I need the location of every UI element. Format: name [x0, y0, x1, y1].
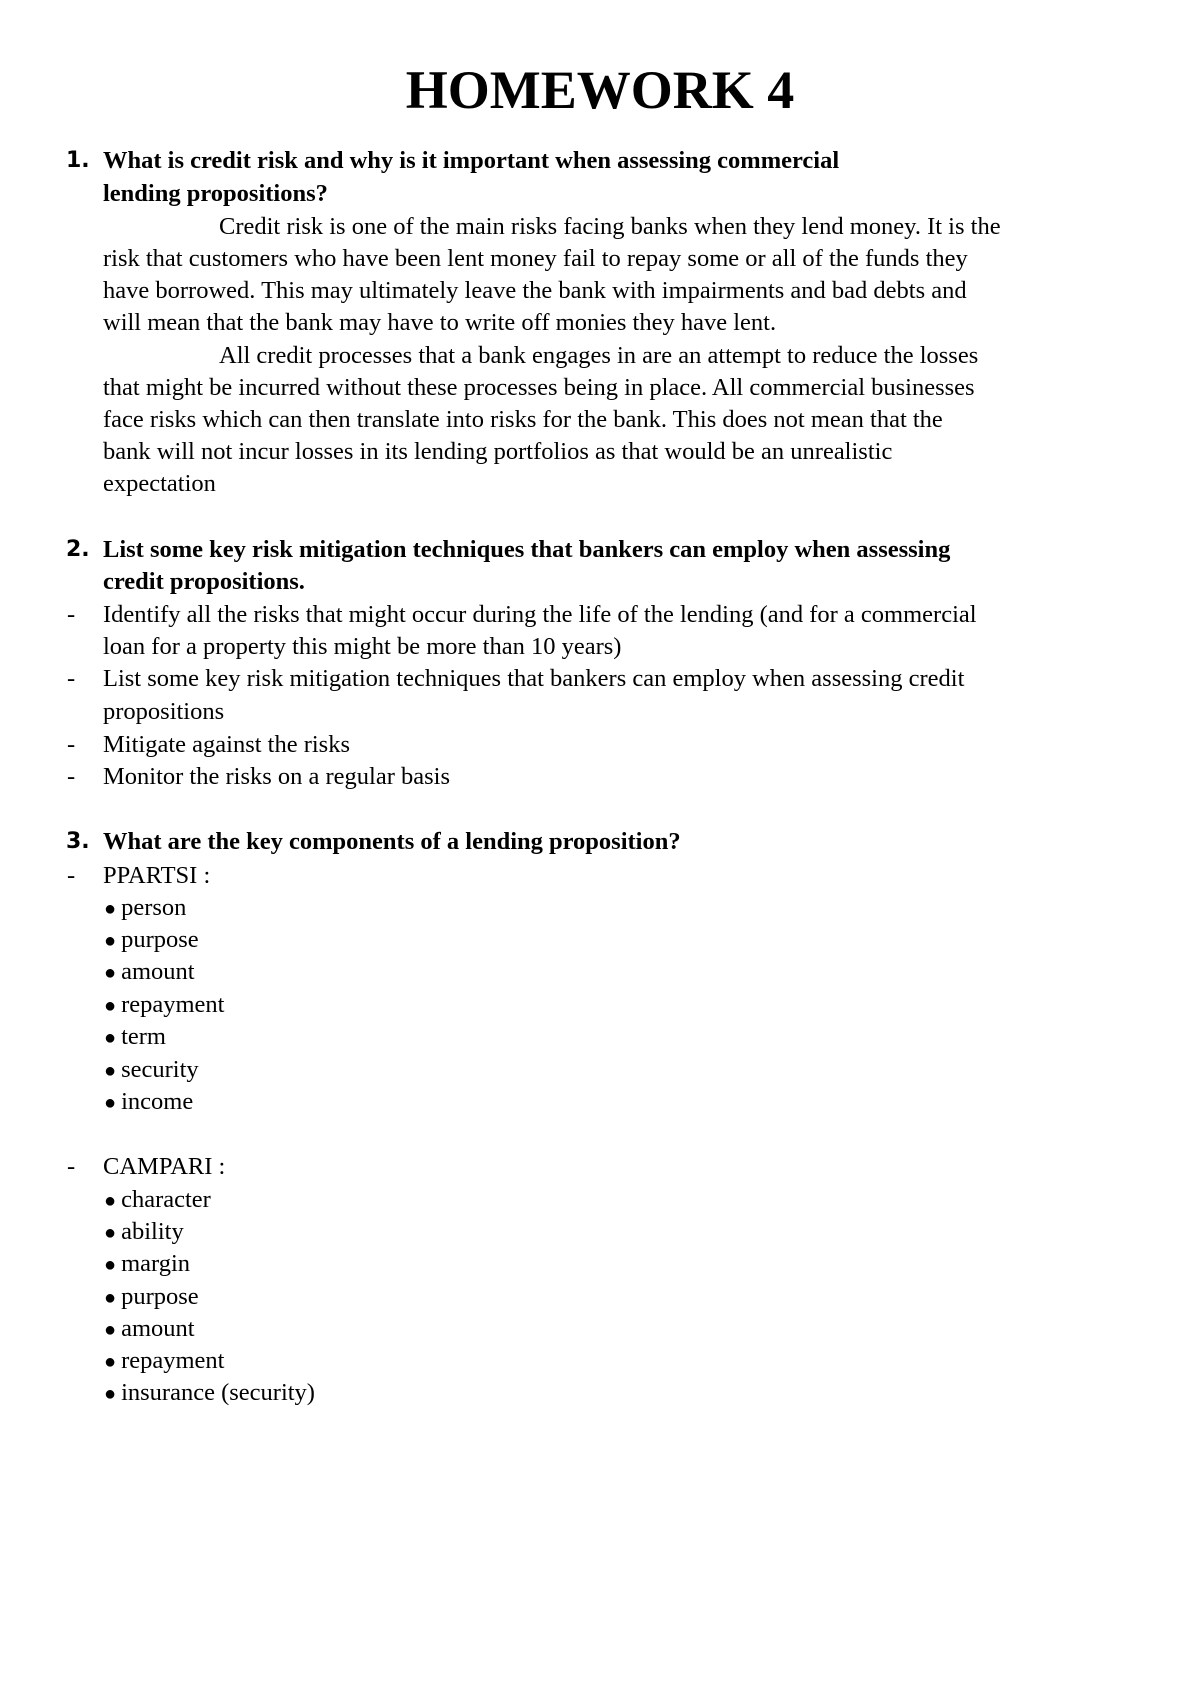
list-item: [104, 1313, 195, 1346]
campari-item: insurance (security): [121, 1379, 315, 1406]
bullet-icon: ●: [104, 1060, 117, 1082]
list-dash: -: [67, 601, 76, 628]
q1-answer-p2-line-1: All credit processes that a bank engages in are an attempt to reduce the losses: [219, 342, 979, 369]
ppartsi-item: income: [121, 1088, 194, 1115]
list-dash: -: [67, 665, 76, 692]
list-dash: -: [67, 1153, 76, 1180]
ppartsi-item: amount: [121, 958, 195, 985]
list-item: [104, 1086, 193, 1119]
list-item: [104, 1377, 315, 1410]
page-title: HOMEWORK 4: [405, 60, 795, 120]
q2-item-3: Mitigate against the risks: [103, 731, 350, 758]
campari-item: repayment: [121, 1347, 225, 1374]
q1-answer-p1-line-2: risk that customers who have been lent money fail to repay some or all of the funds they: [103, 245, 968, 272]
list-item: [104, 989, 225, 1022]
q2-question-line-2: credit propositions.: [103, 568, 305, 595]
q1-number: 1.: [66, 148, 90, 173]
list-item: [104, 956, 195, 989]
q1-answer-p2-line-5: expectation: [103, 470, 216, 497]
bullet-icon: ●: [104, 1319, 117, 1341]
list-item: [104, 924, 199, 957]
q2-item-2-line-1: List some key risk mitigation techniques that bankers can employ when assessing credit: [103, 665, 965, 692]
list-item: [104, 1216, 184, 1249]
campari-item: margin: [121, 1250, 191, 1277]
ppartsi-label: PPARTSI :: [103, 862, 211, 889]
campari-item: ability: [121, 1218, 184, 1245]
q2-item-4: Monitor the risks on a regular basis: [103, 763, 451, 790]
bullet-icon: ●: [104, 1287, 117, 1309]
bullet-icon: ●: [104, 1254, 117, 1276]
list-item: [104, 1248, 190, 1281]
q2-item-1-line-1: Identify all the risks that might occur during the life of the lending (and for a commercial: [103, 601, 977, 628]
list-dash: -: [67, 731, 76, 758]
bullet-icon: ●: [104, 1222, 117, 1244]
list-item: [104, 1021, 166, 1054]
ppartsi-item: purpose: [121, 926, 199, 953]
bullet-icon: ●: [104, 1092, 117, 1114]
campari-item: amount: [121, 1315, 195, 1342]
list-item: [104, 1345, 225, 1378]
ppartsi-item: security: [121, 1056, 199, 1083]
list-dash: -: [67, 763, 76, 790]
bullet-icon: ●: [104, 930, 117, 952]
ppartsi-item: person: [121, 894, 187, 921]
bullet-icon: ●: [104, 1190, 117, 1212]
q1-answer-p2-line-3: face risks which can then translate into risks for the bank. This does not mean that the: [103, 406, 943, 433]
q1-question-line-2: lending propositions?: [103, 180, 328, 207]
q1-question-line-1: What is credit risk and why is it important when assessing commercial: [103, 147, 840, 174]
list-item: [104, 1054, 199, 1087]
q1-answer-p2-line-2: that might be incurred without these processes being in place. All commercial businesses: [103, 374, 975, 401]
bullet-icon: ●: [104, 1383, 117, 1405]
q2-item-2-line-2: propositions: [103, 698, 225, 725]
campari-item: purpose: [121, 1283, 199, 1310]
q2-number: 2.: [66, 537, 90, 562]
bullet-icon: ●: [104, 962, 117, 984]
bullet-icon: ●: [104, 898, 117, 920]
campari-label: CAMPARI :: [103, 1153, 226, 1180]
q1-answer-p1-line-4: will mean that the bank may have to write off monies they have lent.: [103, 309, 777, 336]
q2-item-1-line-2: loan for a property this might be more than 10 years): [103, 633, 622, 660]
list-item: [104, 1281, 199, 1314]
bullet-icon: ●: [104, 1027, 117, 1049]
q1-answer-p2-line-4: bank will not incur losses in its lending portfolios as that would be an unrealistic: [103, 438, 893, 465]
campari-item: character: [121, 1186, 211, 1213]
bullet-icon: ●: [104, 995, 117, 1017]
q3-number: 3.: [66, 829, 90, 854]
q3-question: What are the key components of a lending proposition?: [103, 828, 681, 855]
q1-answer-p1-line-3: have borrowed. This may ultimately leave the bank with impairments and bad debts and: [103, 277, 967, 304]
q2-question-line-1: List some key risk mitigation techniques that bankers can employ when assessing: [103, 536, 951, 563]
list-item: [104, 1184, 211, 1217]
ppartsi-item: term: [121, 1023, 166, 1050]
list-dash: -: [67, 862, 76, 889]
q1-answer-p1-line-1: Credit risk is one of the main risks facing banks when they lend money. It is the: [219, 213, 1001, 240]
ppartsi-item: repayment: [121, 991, 225, 1018]
list-item: [104, 892, 186, 925]
bullet-icon: ●: [104, 1351, 117, 1373]
